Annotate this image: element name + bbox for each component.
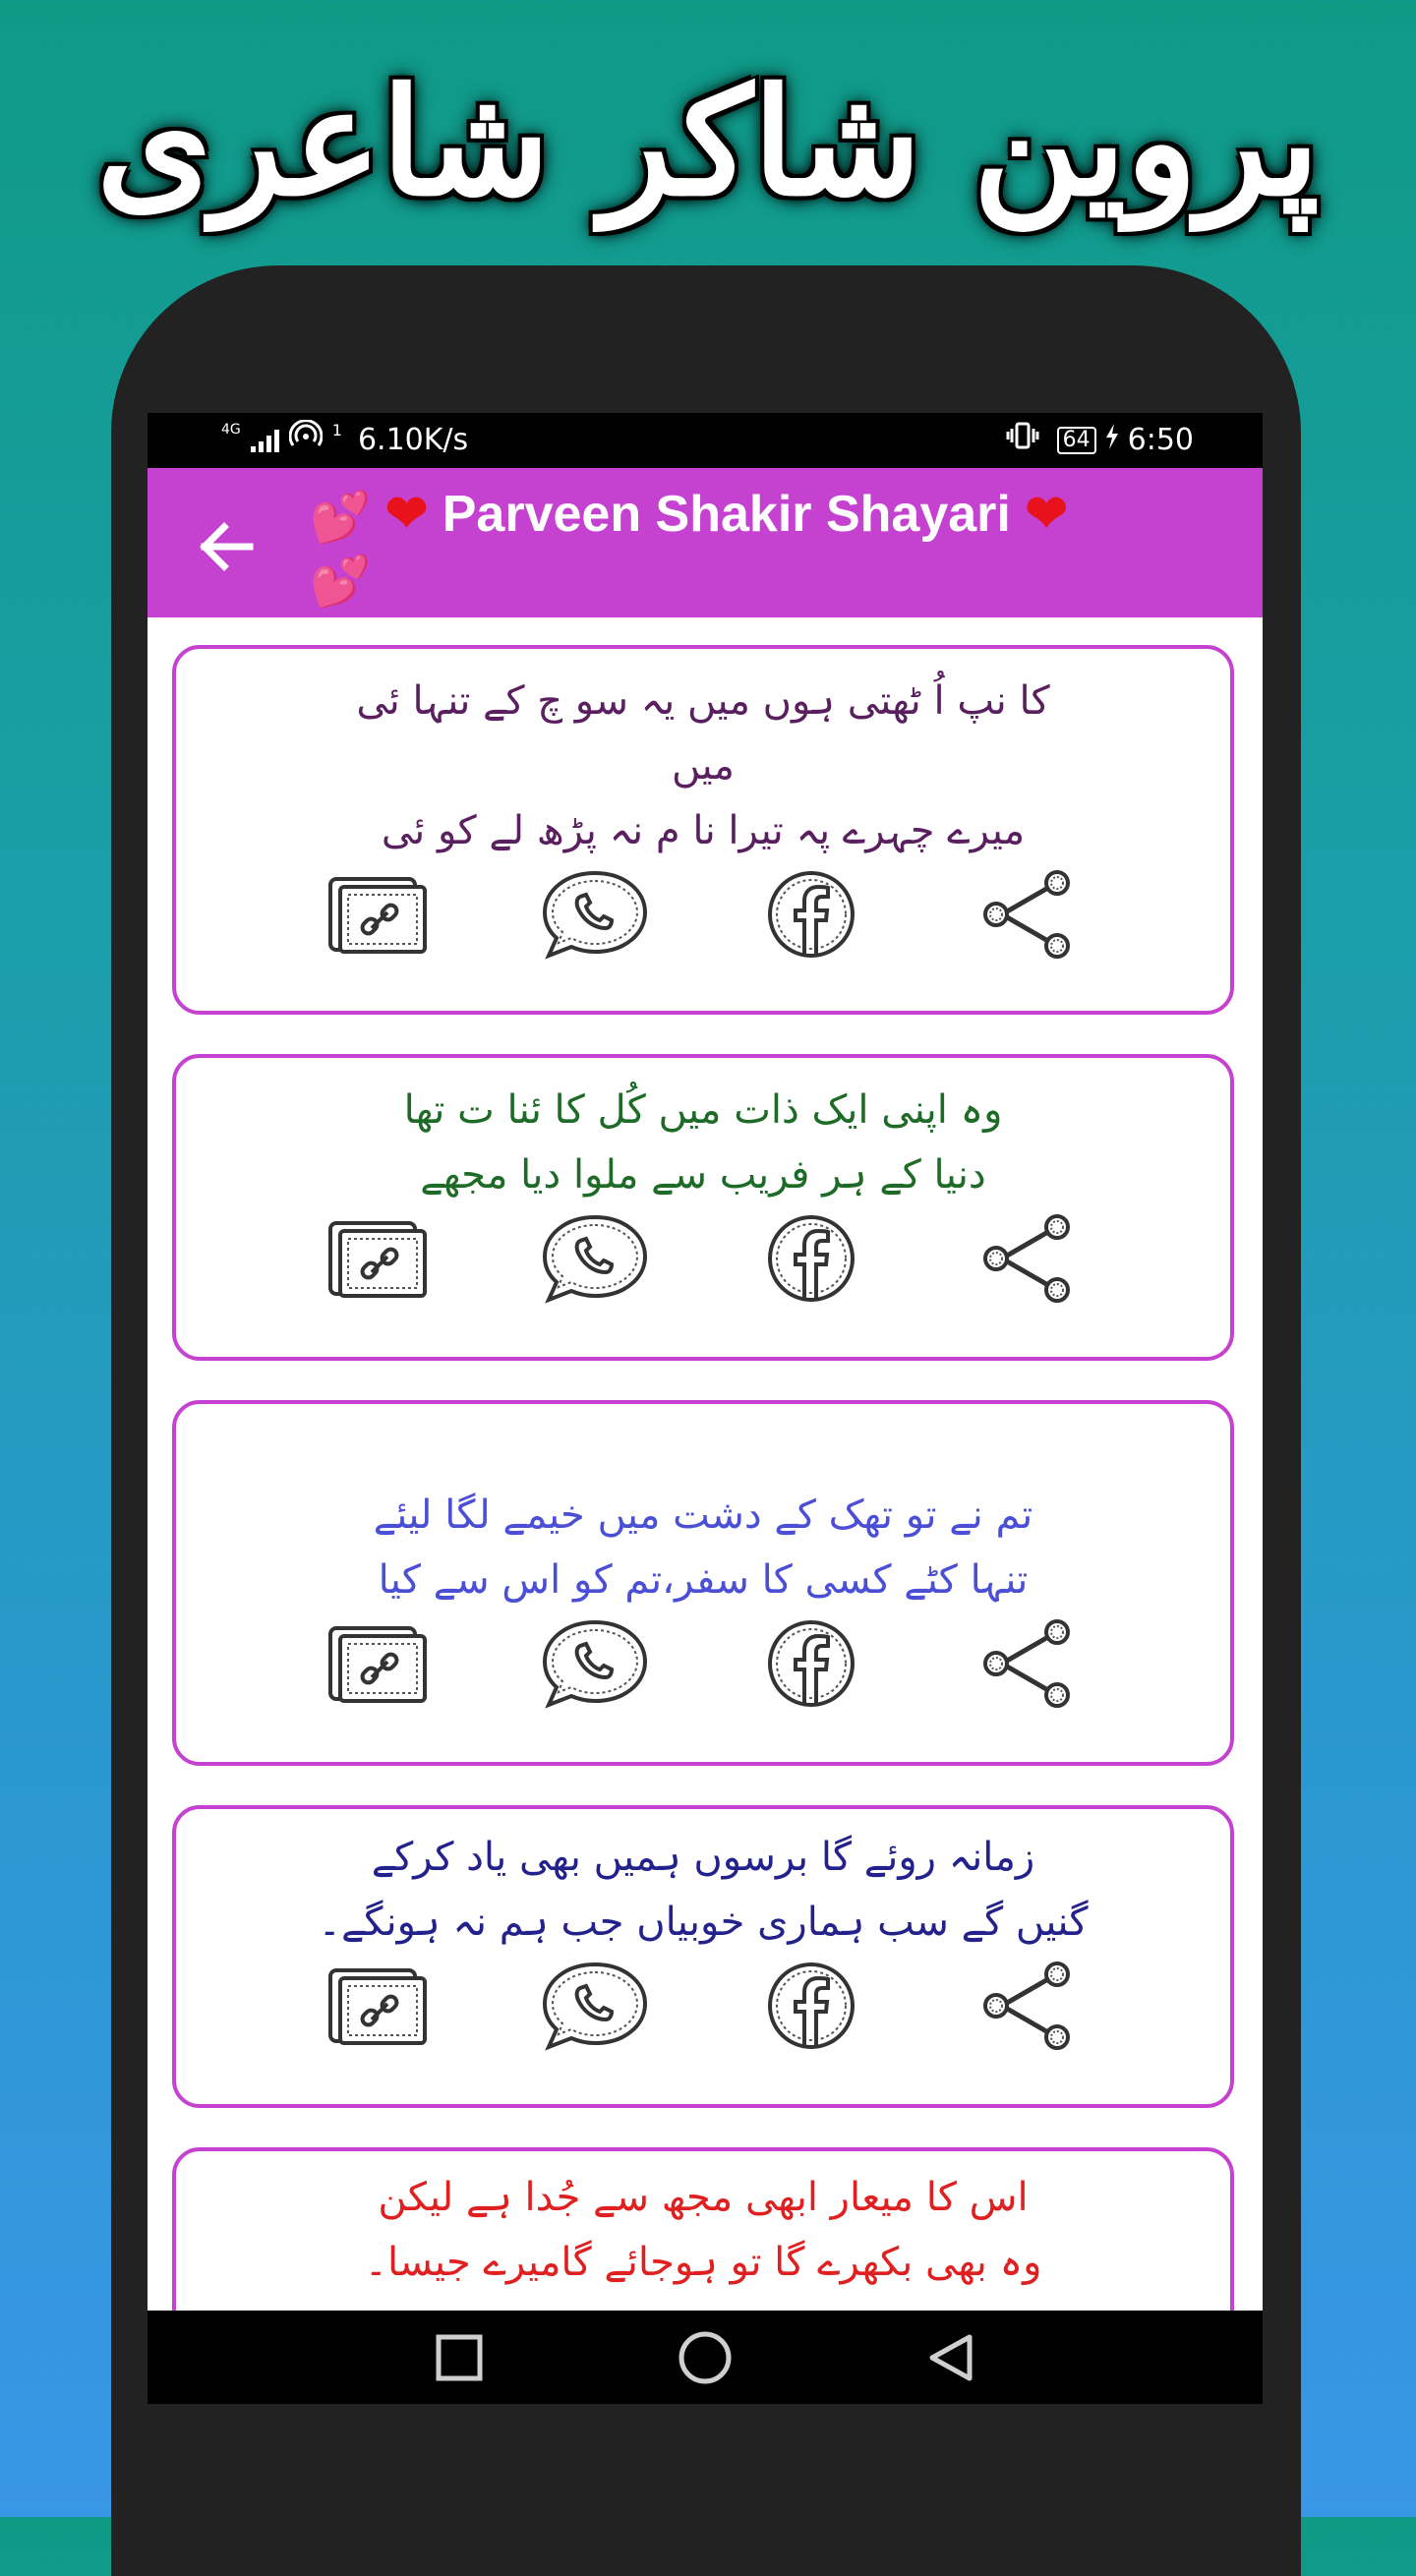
poem-line: زمانہ روئے گا برسوں ہمیں بھی یاد کرکے [371,1835,1035,1880]
facebook-icon [757,1961,865,2051]
share-button[interactable] [974,1211,1083,1306]
recents-button[interactable] [425,2323,494,2392]
hotspot-count: 1 [331,421,342,439]
phone-screen [148,413,1263,2404]
facebook-button[interactable] [757,1616,865,1711]
share-icon [974,869,1083,960]
copy-link-icon [326,1217,429,1300]
whatsapp-button[interactable] [541,1959,649,2053]
poem-line: دنیا کے ہر فریب سے ملوا دیا مجھے [420,1152,986,1198]
home-circle-icon [677,2329,734,2386]
poem-text [176,1404,1230,1612]
whatsapp-button[interactable] [541,867,649,962]
app-title-row [310,480,1244,552]
whatsapp-button[interactable] [541,1616,649,1711]
poem-line: اس کا میعار ابھی مجھ سے جُدا ہے لیکن [378,2175,1029,2220]
poem-text [176,1809,1230,1955]
red-heart-icon-end: ❤ [1025,486,1068,543]
copy-button[interactable] [324,867,432,962]
poetry-card [172,1054,1234,1361]
poem-line: گنیں گے سب ہماری خوبیاں جب ہم نہ ہونگے۔ [318,1900,1089,1945]
whatsapp-icon [541,1618,649,1709]
home-button[interactable] [671,2323,739,2392]
poem-line: وہ بھی بکھرے گا تو ہوجائے گامیرے جیسا۔ [364,2240,1042,2285]
facebook-button[interactable] [757,867,865,962]
poem-line: تم نے تو تھک کے دشت میں خیمے لگا لیئے [373,1493,1033,1538]
share-icon [974,1618,1083,1709]
back-triangle-icon [924,2331,977,2384]
share-button[interactable] [974,1959,1083,2053]
share-button[interactable] [974,1616,1083,1711]
recents-square-icon [435,2333,484,2382]
whatsapp-icon [541,1961,649,2051]
clock: 6:50 [1127,423,1194,457]
status-bar [148,413,1263,468]
facebook-button[interactable] [757,1959,865,2053]
copy-link-icon [326,1964,429,2047]
card-actions [176,863,1230,969]
whatsapp-icon [541,869,649,960]
promo-title: پروین شاکر شاعری [96,56,1320,229]
share-icon [974,1961,1083,2051]
share-icon [974,1213,1083,1304]
poem-line: کا نپ اُ ٹھتی ہوں میں یہ سو چ کے تنہا ئی [356,678,1050,724]
network-speed: 6.10K/s [357,423,469,457]
card-actions [176,1207,1230,1314]
poem-line: وہ اپنی ایک ذات میں کُل کا ئنا ت تھا [403,1087,1003,1133]
facebook-icon [757,1618,865,1709]
poetry-card [172,645,1234,1015]
network-type-label: 4G [221,422,241,438]
pink-hearts-icon: 💕 [310,490,372,546]
app-bar [148,468,1263,617]
card-actions [176,1612,1230,1719]
charging-icon [1104,413,1120,468]
signal-icon [251,429,279,452]
poem-text [176,649,1230,863]
red-heart-icon: ❤ [384,486,429,543]
share-button[interactable] [974,867,1083,962]
whatsapp-icon [541,1213,649,1304]
copy-link-icon [326,873,429,956]
back-button[interactable] [187,507,266,586]
copy-button[interactable] [324,1616,432,1711]
card-actions [176,1955,1230,2061]
battery-level: 64 [1057,427,1096,454]
whatsapp-button[interactable] [541,1211,649,1306]
facebook-icon [757,1213,865,1304]
poetry-feed[interactable] [172,645,1240,2404]
facebook-icon [757,869,865,960]
poem-line: تنہا کٹے کسی کا سفر،تم کو اس سے کیا [378,1557,1029,1603]
poetry-card [172,1400,1234,1766]
system-nav-bar [148,2311,1263,2404]
copy-link-icon [326,1622,429,1705]
copy-button[interactable] [324,1959,432,2053]
back-nav-button[interactable] [916,2323,985,2392]
vibrate-icon [1006,413,1039,468]
poetry-card [172,1805,1234,2108]
poem-text [176,2151,1230,2295]
pink-hearts-icon-second: 💕 [310,553,372,611]
facebook-button[interactable] [757,1211,865,1306]
poem-text [176,1058,1230,1207]
copy-button[interactable] [324,1211,432,1306]
poem-line: میں [672,743,735,789]
poem-line: میرے چہرے پہ تیرا نا م نہ پڑھ لے کو ئی [381,808,1026,853]
app-title: Parveen Shakir Shayari [442,486,1011,543]
hotspot-icon [289,413,323,468]
arrow-left-icon [197,522,256,571]
